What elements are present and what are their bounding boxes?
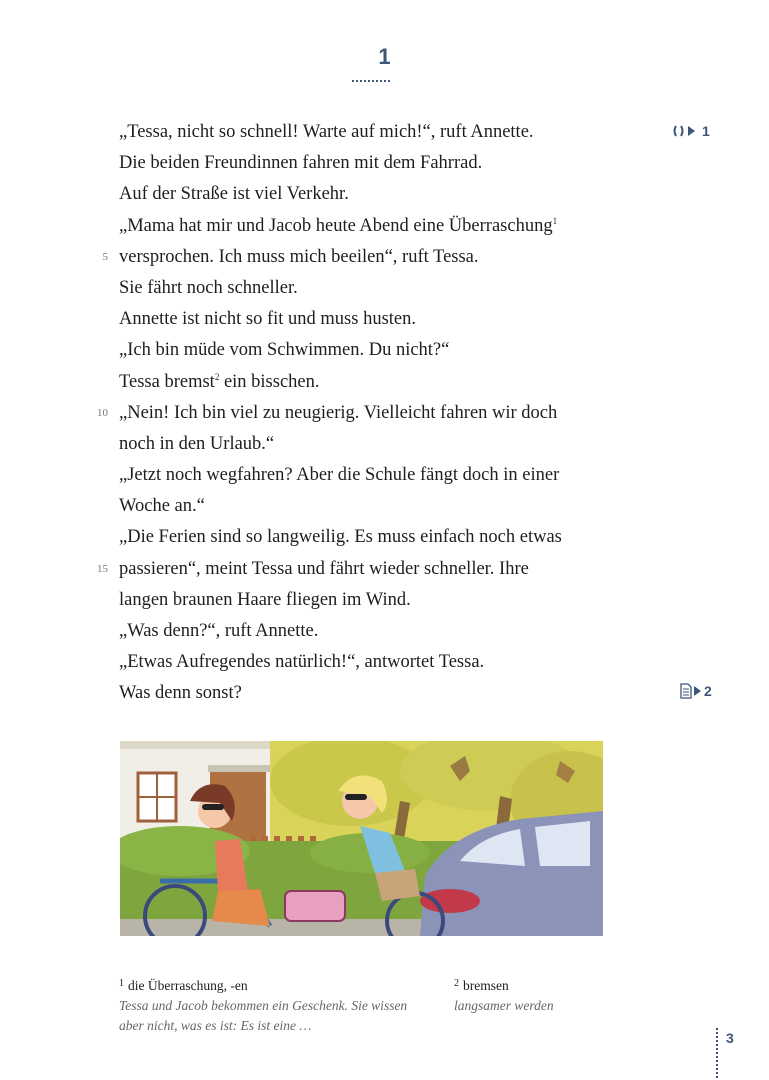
audio-track-label: 1	[702, 123, 710, 139]
chapter-number: 1	[378, 44, 391, 69]
text-line	[119, 335, 639, 366]
line-text: Was denn sonst?	[119, 683, 242, 704]
line-text: „Ich bin müde vom Schwimmen. Du nicht?“	[119, 340, 450, 361]
line-text: „Mama hat mir und Jacob heute Abend eine Überraschung	[119, 215, 553, 236]
audio-track-icon	[672, 124, 698, 138]
line-text: „Tessa, nicht so schnell! Warte auf mich!“, ruft Annette.	[119, 122, 534, 142]
text-line	[119, 678, 639, 709]
exercise-label: 2	[704, 683, 712, 699]
line-text: Tessa bremst	[119, 371, 215, 392]
text-line	[119, 491, 639, 522]
text-line	[119, 211, 639, 242]
text-line	[119, 304, 639, 335]
line-text: ein bisschen.	[219, 371, 320, 392]
line-text: „Was denn?“, ruft Annette.	[119, 621, 319, 641]
text-line	[119, 585, 639, 616]
text-line	[119, 148, 639, 179]
audio-track-marker[interactable]	[672, 123, 710, 139]
line-text: Annette ist nicht so fit und muss husten.	[119, 309, 417, 330]
text-line	[119, 367, 639, 398]
line-text: Auf der Straße ist viel Verkehr.	[119, 184, 349, 205]
page-number-rule	[716, 1028, 718, 1078]
text-line	[119, 273, 639, 304]
text-line	[119, 616, 639, 647]
line-number: 10	[97, 406, 108, 419]
line-text: „Nein! Ich bin viel zu neugierig. Vielleicht fahren wir doch	[119, 402, 558, 423]
footnote-2	[454, 976, 654, 1016]
footnote-reference: 1	[552, 215, 558, 226]
line-text: passieren“, meint Tessa und fährt wieder schneller. Ihre	[119, 558, 529, 579]
document-icon	[680, 683, 702, 699]
line-text: Sie fährt noch schneller.	[119, 277, 298, 298]
text-line	[119, 429, 639, 460]
line-text: noch in den Urlaub.“	[119, 433, 275, 454]
line-text: „Die Ferien sind so langweilig. Es muss einfach noch etwas	[119, 527, 562, 548]
line-text: „Jetzt noch wegfahren? Aber die Schule fängt doch in einer	[119, 465, 560, 486]
footnote-1-definition: Tessa und Jacob bekommen ein Geschenk. Sie wissen aber nicht, was es ist: Es ist eine …	[119, 998, 408, 1033]
page-number: 3	[726, 1030, 734, 1046]
footnote-1-term: die Überraschung, -en	[128, 978, 248, 993]
line-text: versprochen. Ich muss mich beeilen“, ruft Tessa.	[119, 246, 479, 267]
chapter-divider	[352, 80, 390, 82]
text-line	[119, 647, 639, 678]
text-line	[97, 554, 639, 585]
story-illustration	[120, 741, 603, 936]
line-text: langen braunen Haare fliegen im Wind.	[119, 589, 411, 610]
line-number: 15	[97, 562, 108, 575]
text-line	[102, 242, 639, 273]
footnote-2-number: 2	[454, 978, 459, 989]
line-text: Die beiden Freundinnen fahren mit dem Fahrrad.	[119, 153, 483, 174]
exercise-marker[interactable]	[680, 683, 712, 699]
footnote-2-term: bremsen	[463, 978, 509, 993]
text-line	[97, 398, 639, 429]
text-line	[119, 522, 639, 553]
text-line	[119, 179, 639, 210]
footnote-2-definition: langsamer werden	[454, 998, 554, 1013]
text-line	[119, 460, 639, 491]
footnote-1-number: 1	[119, 978, 124, 989]
footnote-reference: 2	[214, 371, 220, 382]
story-text	[97, 117, 639, 710]
footnote-1	[119, 976, 409, 1036]
line-number: 5	[102, 250, 108, 263]
line-text: Woche an.“	[119, 496, 205, 517]
text-line	[119, 117, 639, 148]
line-text: „Etwas Aufregendes natürlich!“, antwortet Tessa.	[119, 652, 485, 673]
